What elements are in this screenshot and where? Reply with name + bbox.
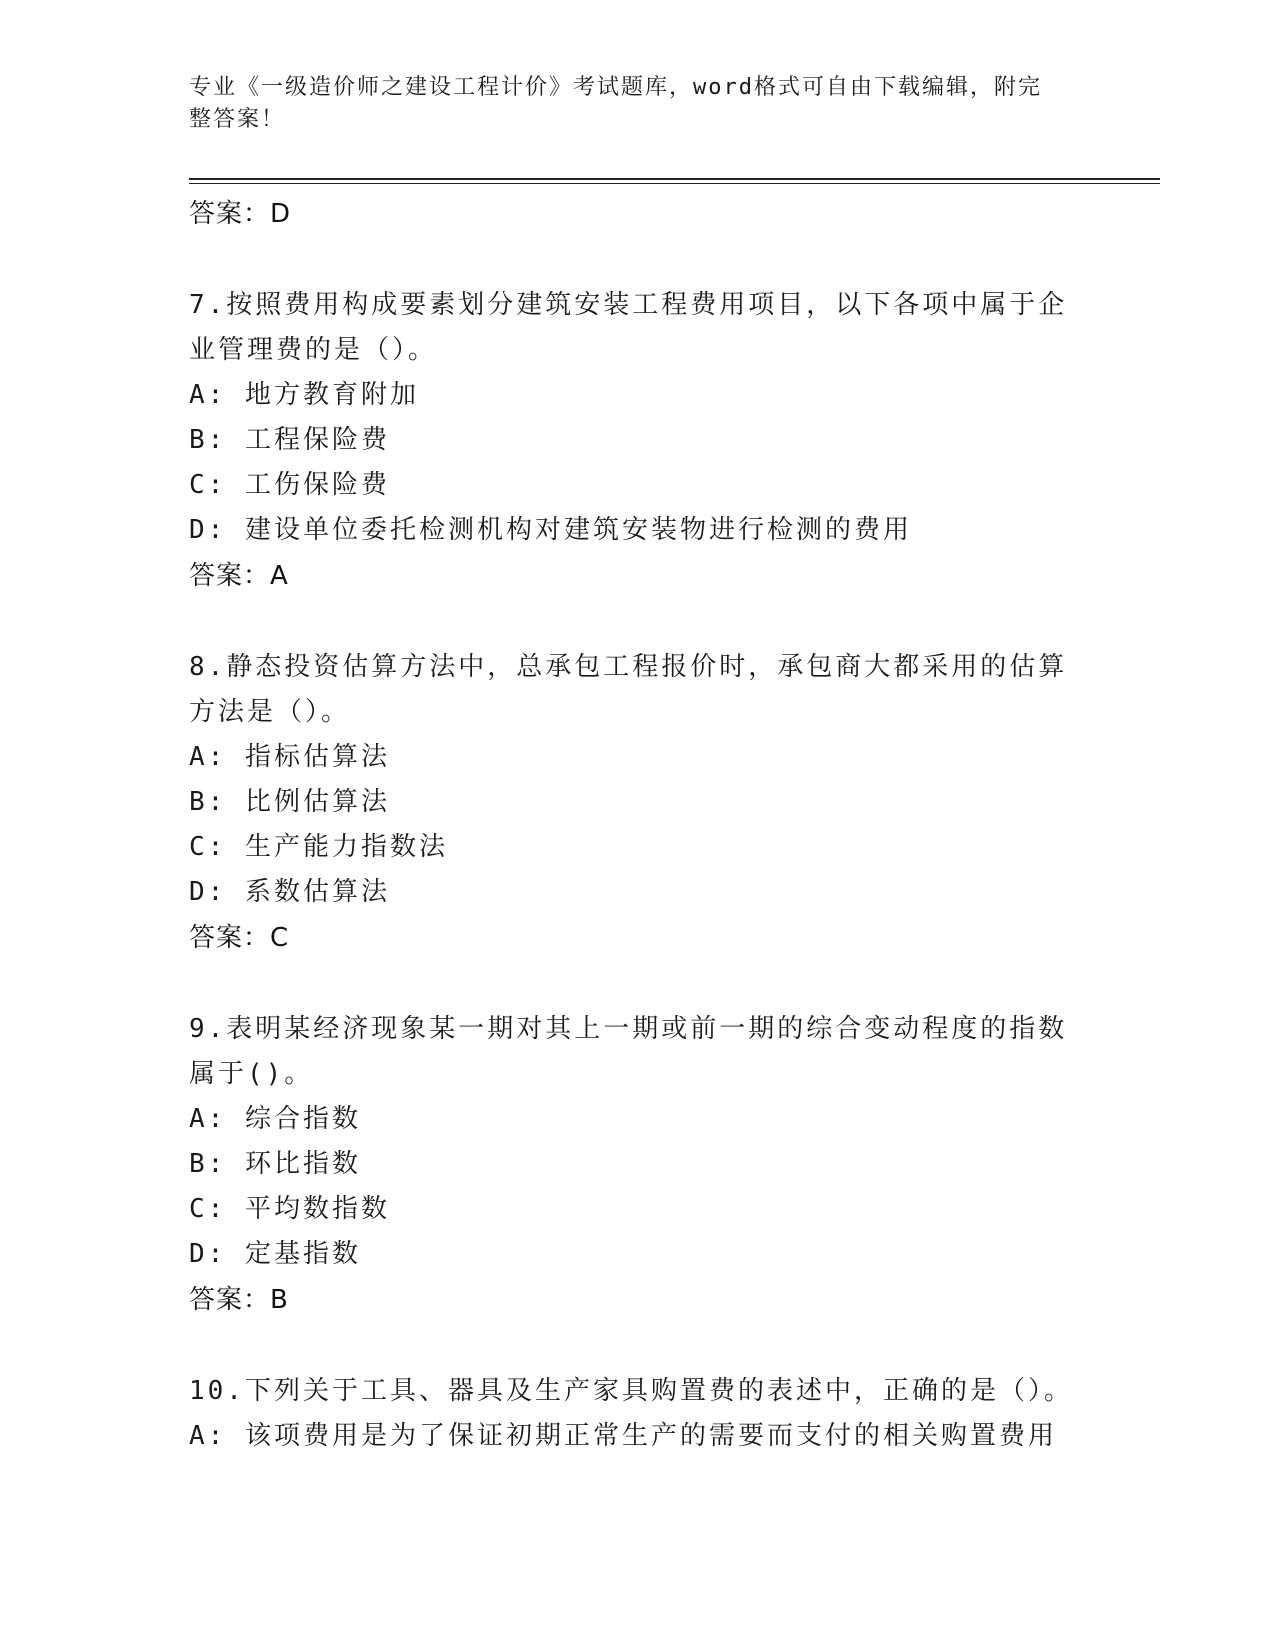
question-block	[189, 1369, 1089, 1459]
header-line-2: 整答案！	[189, 107, 286, 132]
question-block	[189, 1007, 1089, 1323]
header-line-1: 专业《一级造价师之建设工程计价》考试题库，word格式可自由下载编辑，附完	[189, 75, 1042, 100]
answer-line: 答案：A	[189, 561, 289, 591]
answer-line: 答案：C	[189, 923, 290, 953]
option-d: D: 建设单位委托检测机构对建筑安装物进行检测的费用	[189, 515, 912, 545]
question-stem: 9.表明某经济现象某一期对其上一期或前一期的综合变动程度的指数属于()。	[189, 1014, 1068, 1089]
spacer	[189, 961, 1089, 1007]
answer-line: 答案：B	[189, 1285, 289, 1315]
spacer	[189, 599, 1089, 645]
option-a: A: 该项费用是为了保证初期正常生产的需要而支付的相关购置费用	[189, 1421, 1057, 1451]
question-block	[189, 645, 1089, 961]
option-c: C: 平均数指数	[189, 1194, 390, 1224]
option-c: C: 工伤保险费	[189, 470, 390, 500]
option-b: B: 工程保险费	[189, 425, 390, 455]
page-header	[189, 72, 1089, 136]
question-stem: 10.下列关于工具、器具及生产家具购置费的表述中，正确的是（）。	[189, 1376, 1073, 1406]
spacer	[189, 1323, 1089, 1369]
option-a: A: 指标估算法	[189, 742, 390, 772]
question-stem: 8.静态投资估算方法中，总承包工程报价时，承包商大都采用的估算方法是（）。	[189, 652, 1068, 727]
question-block	[189, 283, 1089, 599]
spacer	[189, 237, 1089, 283]
header-divider-thick	[189, 178, 1160, 180]
option-b: B: 环比指数	[189, 1149, 361, 1179]
option-d: D: 系数估算法	[189, 877, 390, 907]
option-c: C: 生产能力指数法	[189, 832, 448, 862]
question-list	[189, 191, 1089, 1459]
header-divider-thin	[189, 183, 1160, 184]
option-a: A: 综合指数	[189, 1104, 361, 1134]
option-d: D: 定基指数	[189, 1239, 361, 1269]
answer-line: 答案：D	[189, 199, 292, 229]
option-b: B: 比例估算法	[189, 787, 390, 817]
question-stem: 7.按照费用构成要素划分建筑安装工程费用项目，以下各项中属于企业管理费的是（）。	[189, 290, 1068, 365]
option-a: A: 地方教育附加	[189, 380, 419, 410]
